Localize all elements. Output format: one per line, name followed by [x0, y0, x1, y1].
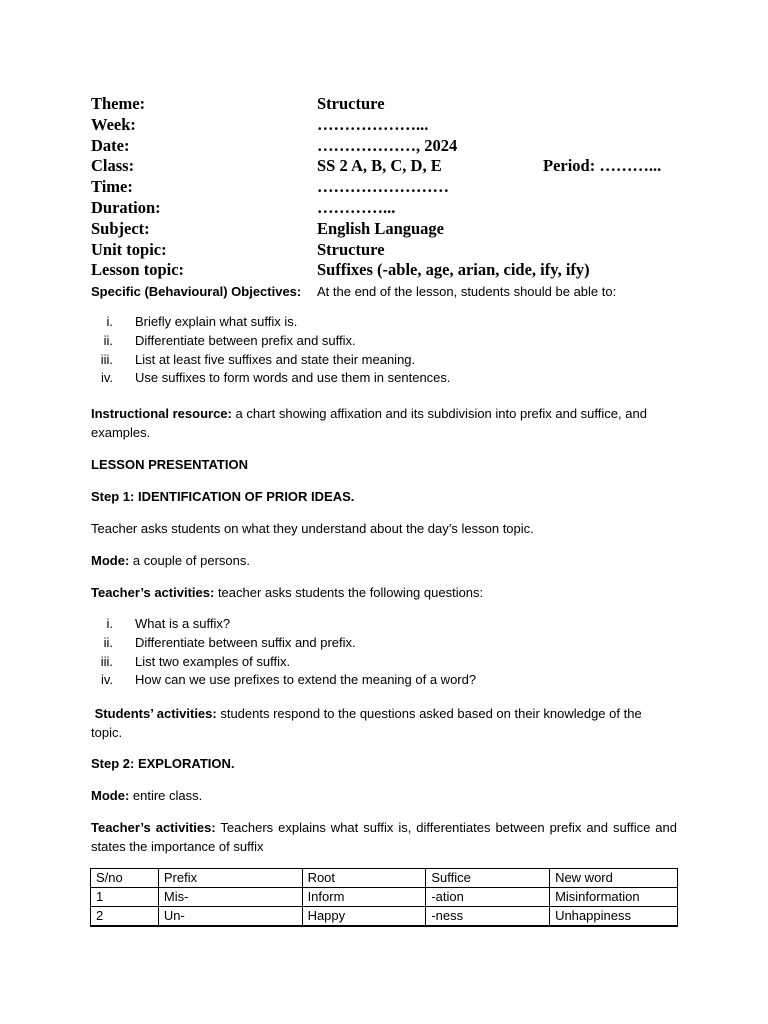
table-cell: Un- [158, 907, 302, 927]
header-row-date [91, 136, 691, 157]
mode-label: Mode: [91, 788, 130, 803]
table-cell: 1 [91, 888, 159, 907]
date-value: ………………, 2024 [317, 135, 458, 155]
teacher-activities-label: Teacher’s activities: [91, 820, 216, 835]
table-cell: Happy [302, 907, 426, 927]
list-item [91, 313, 681, 332]
table-cell: -ness [426, 907, 550, 927]
period-field: Period: ………... [543, 156, 662, 176]
students-activities-label: Students’ activities: [94, 706, 217, 721]
questions-list [91, 615, 681, 690]
duration-value: …………... [317, 197, 396, 217]
subject-label: Subject: [91, 218, 150, 238]
list-number: ii. [103, 634, 113, 650]
mode-text: entire class. [129, 788, 203, 803]
date-label: Date: [91, 135, 130, 155]
lesson-presentation-heading: LESSON PRESENTATION [91, 457, 248, 472]
lesson-topic-value: Suffixes (-able, age, arian, cide, ify, ify) [317, 260, 590, 280]
table-header-row [91, 869, 678, 888]
table-cell: 2 [91, 907, 159, 927]
list-number: iv. [100, 370, 113, 386]
unit-topic-value: Structure [317, 239, 385, 259]
step1-students-activities [91, 705, 673, 742]
step1-intro: Teacher asks students on what they understand about the day’s lesson topic. [91, 521, 534, 536]
objectives-intro: At the end of the lesson, students should be able to: [317, 284, 617, 300]
list-text: Use suffixes to form words and use them in sentences. [135, 370, 451, 386]
header-row-objectives [91, 281, 691, 301]
step2-title: Step 2: EXPLORATION. [91, 756, 235, 771]
students-activities-text: students respond to the questions asked based on their knowledge of the topic. [91, 706, 642, 740]
table-header-cell: Prefix [158, 869, 302, 888]
list-number: ii. [103, 332, 113, 348]
list-item [91, 351, 681, 370]
list-text: What is a suffix? [135, 616, 231, 631]
list-number: i. [106, 314, 113, 329]
time-value: …………………… [317, 177, 449, 197]
mode-label: Mode: [91, 553, 130, 568]
resource-label: Instructional resource: [91, 406, 232, 421]
table-header-cell: New word [550, 869, 678, 888]
time-label: Time: [91, 177, 133, 197]
lesson-topic-label: Lesson topic: [91, 260, 185, 280]
list-text: Differentiate between prefix and suffix. [135, 332, 356, 348]
list-item [91, 615, 681, 634]
table-row [91, 888, 678, 907]
table-header-cell: S/no [91, 869, 159, 888]
lesson-header [91, 94, 691, 301]
list-item [91, 332, 681, 351]
step2-teacher-activities [91, 819, 677, 856]
affixation-table [90, 868, 678, 927]
header-row-subject [91, 219, 691, 240]
list-text: Differentiate between suffix and prefix. [135, 634, 356, 650]
class-label: Class: [91, 156, 135, 176]
teacher-activities-label: Teacher’s activities: [91, 585, 215, 600]
list-text: List at least five suffixes and state their meaning. [135, 351, 416, 367]
header-row-week [91, 115, 691, 136]
subject-value: English Language [317, 218, 445, 238]
resource-text: a chart showing affixation and its subdivision into prefix and suffice, and examples. [91, 406, 647, 440]
header-row-class [91, 156, 691, 177]
header-row-lesson-topic [91, 260, 691, 281]
table-cell: Mis- [158, 888, 302, 907]
list-text: Briefly explain what suffix is. [135, 314, 298, 329]
step1-teacher-activities [91, 584, 681, 603]
mode-text: a couple of persons. [129, 553, 250, 568]
teacher-activities-text: Teachers explains what suffix is, differentiates between prefix and suffice and states the importance of suffix [91, 820, 677, 854]
table-cell: -ation [426, 888, 550, 907]
list-item [91, 634, 681, 653]
list-item [91, 653, 681, 672]
theme-label: Theme: [91, 94, 146, 113]
list-number: i. [106, 616, 113, 631]
list-number: iv. [100, 672, 113, 688]
step1-mode [91, 552, 681, 571]
duration-label: Duration: [91, 197, 161, 217]
table-cell: Misinformation [550, 888, 678, 907]
table-header-cell: Suffice [426, 869, 550, 888]
step2-mode [91, 787, 681, 806]
instructional-resource [91, 405, 681, 442]
teacher-activities-text: teacher asks students the following questions: [214, 585, 484, 600]
list-text: List two examples of suffix. [135, 653, 291, 669]
list-text: How can we use prefixes to extend the meaning of a word? [135, 672, 477, 688]
header-row-unit-topic [91, 240, 691, 261]
week-label: Week: [91, 114, 136, 134]
class-value: SS 2 A, B, C, D, E [317, 156, 442, 176]
unit-topic-label: Unit topic: [91, 239, 167, 259]
list-item [91, 671, 681, 690]
week-value: ………………... [317, 114, 429, 134]
list-number: iii. [100, 653, 113, 669]
list-item [91, 369, 681, 388]
table-cell: Inform [302, 888, 426, 907]
list-number: iii. [100, 351, 113, 367]
table-cell: Unhappiness [550, 907, 678, 927]
header-row-time [91, 177, 691, 198]
theme-value: Structure [317, 94, 385, 113]
table-row [91, 907, 678, 927]
header-row-theme [91, 94, 691, 115]
objectives-list [91, 313, 681, 388]
objectives-label: Specific (Behavioural) Objectives: [91, 284, 302, 300]
step1-title: Step 1: IDENTIFICATION OF PRIOR IDEAS. [91, 489, 355, 504]
table-header-cell: Root [302, 869, 426, 888]
header-row-duration [91, 198, 691, 219]
